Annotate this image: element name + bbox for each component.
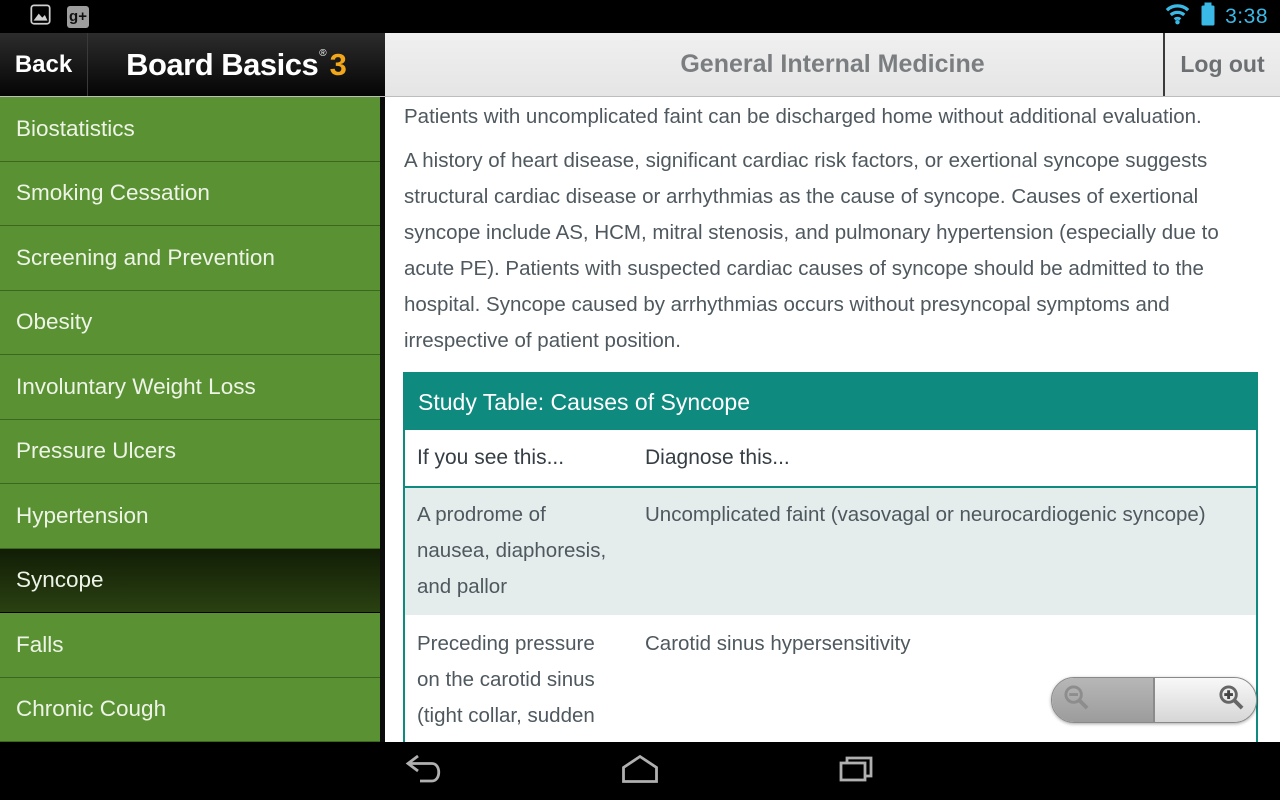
clock: 3:38 bbox=[1225, 4, 1268, 28]
android-back-button[interactable] bbox=[388, 753, 460, 790]
android-recent-apps-button[interactable] bbox=[820, 754, 892, 789]
sidebar-item-pressure-ulcers[interactable]: Pressure Ulcers bbox=[0, 420, 380, 485]
page-title: General Internal Medicine bbox=[680, 50, 985, 78]
study-table-header-row bbox=[405, 430, 1256, 488]
article-paragraph: Patients with uncomplicated faint can be discharged home without additional evaluation. bbox=[404, 105, 1202, 128]
notification-area bbox=[0, 4, 89, 30]
image-notification-icon bbox=[30, 4, 51, 30]
topic-sidebar bbox=[0, 97, 385, 742]
sidebar-item-obesity[interactable]: Obesity bbox=[0, 291, 380, 356]
table-cell-diagnose: Carotid sinus hypersensitivity bbox=[645, 632, 911, 655]
android-nav-bar bbox=[0, 742, 1280, 800]
column-header-if-you-see-this: If you see this... bbox=[417, 446, 565, 469]
study-table-title: Study Table: Causes of Syncope bbox=[405, 374, 1256, 430]
android-home-button[interactable] bbox=[604, 754, 676, 789]
article-content bbox=[385, 97, 1280, 742]
google-plus-icon: g+ bbox=[67, 6, 89, 28]
magnifier-plus-icon bbox=[1218, 684, 1245, 716]
magnifier-minus-icon bbox=[1063, 684, 1090, 716]
app-bar-left bbox=[0, 33, 385, 96]
registered-mark: ® bbox=[319, 48, 327, 59]
app-bar bbox=[0, 33, 1280, 97]
sidebar-item-screening-and-prevention[interactable]: Screening and Prevention bbox=[0, 226, 380, 291]
table-row bbox=[405, 488, 1256, 617]
main-area bbox=[0, 97, 1280, 742]
sidebar-item-biostatistics[interactable]: Biostatistics bbox=[0, 97, 380, 162]
home-icon bbox=[620, 754, 660, 789]
zoom-out-button[interactable] bbox=[1052, 678, 1155, 722]
recent-apps-icon bbox=[838, 754, 874, 789]
system-status-area bbox=[1164, 2, 1280, 31]
table-cell-see: Preceding pressure on the carotid sinus (tight collar, sudden bbox=[417, 632, 595, 727]
back-icon bbox=[403, 753, 445, 790]
sidebar-item-hypertension[interactable]: Hypertension bbox=[0, 484, 380, 549]
back-button[interactable]: Back bbox=[0, 33, 88, 96]
wifi-icon bbox=[1164, 3, 1191, 30]
logo-number: 3 bbox=[329, 46, 347, 82]
table-cell-diagnose: Uncomplicated faint (vasovagal or neurocardiogenic syncope) bbox=[645, 503, 1206, 526]
column-header-diagnose-this: Diagnose this... bbox=[645, 446, 790, 469]
sidebar-item-syncope[interactable]: Syncope bbox=[0, 549, 380, 614]
board-basics-logo bbox=[88, 33, 385, 96]
logout-button[interactable]: Log out bbox=[1163, 33, 1280, 96]
app-bar-right bbox=[385, 33, 1280, 96]
zoom-controls bbox=[1051, 677, 1257, 723]
status-bar bbox=[0, 0, 1280, 33]
sidebar-item-smoking-cessation[interactable]: Smoking Cessation bbox=[0, 162, 380, 227]
article-paragraph: A history of heart disease, significant cardiac risk factors, or exertional syncope suggests structural cardiac disease or arrhythmias as the cause of syncope. Causes of exertional syncope include AS, HCM, mitral stenosis, and pulmonary hypertension (especially due to acute PE). Patients with suspected cardiac causes of syncope should be admitted to the hospital. Syncope caused by arrhythmias occurs without presyncopal symptoms and irrespective of patient position. bbox=[404, 149, 1219, 352]
table-cell-see: A prodrome of nausea, diaphoresis, and pallor bbox=[417, 503, 607, 598]
sidebar-item-involuntary-weight-loss[interactable]: Involuntary Weight Loss bbox=[0, 355, 380, 420]
sidebar-item-falls[interactable]: Falls bbox=[0, 613, 380, 678]
battery-icon bbox=[1200, 2, 1216, 31]
logo-text: Board Basics bbox=[126, 46, 319, 82]
sidebar-item-chronic-cough[interactable]: Chronic Cough bbox=[0, 678, 380, 743]
zoom-in-button[interactable] bbox=[1155, 678, 1256, 722]
